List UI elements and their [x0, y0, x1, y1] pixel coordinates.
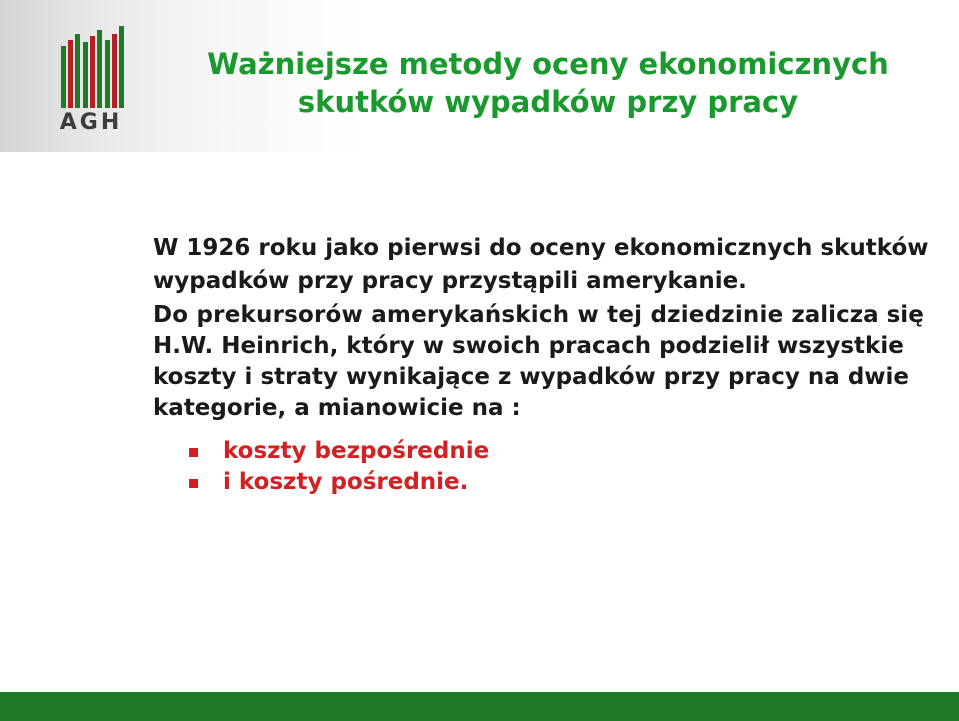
bullet-item — [153, 436, 933, 467]
bullet-list — [153, 436, 933, 498]
paragraph-1: W 1926 roku jako pierwsi do oceny ekonomicznych skutków wypadków przy pracy przystąpili amerykanie. — [153, 235, 929, 294]
bullet-text: koszty bezpośrednie — [223, 438, 490, 464]
bullet-item — [153, 467, 933, 498]
square-bullet-icon — [189, 479, 198, 488]
slide-title-line2: skutków wypadków przy pracy — [297, 85, 799, 119]
paragraph-2-rest: zalicza się H.W. Heinrich, który w swoich pracach podzielił wszystkie koszty i straty wynikające z wypadków przy pracy na dwie kategorie, a mianowicie na : — [153, 302, 924, 421]
slide-title — [158, 45, 938, 121]
slide-body — [153, 232, 933, 498]
bullet-text: i koszty pośrednie. — [223, 469, 469, 495]
paragraph-2 — [153, 300, 933, 424]
paragraph-2-line1: Do prekursorów amerykańskich w tej dziedzinie — [153, 302, 784, 328]
slide-title-line1: Ważniejsze metody oceny ekonomicznych — [207, 47, 889, 81]
square-bullet-icon — [189, 448, 198, 457]
footer-bar — [0, 692, 959, 721]
logo-text: AGH — [59, 110, 123, 135]
